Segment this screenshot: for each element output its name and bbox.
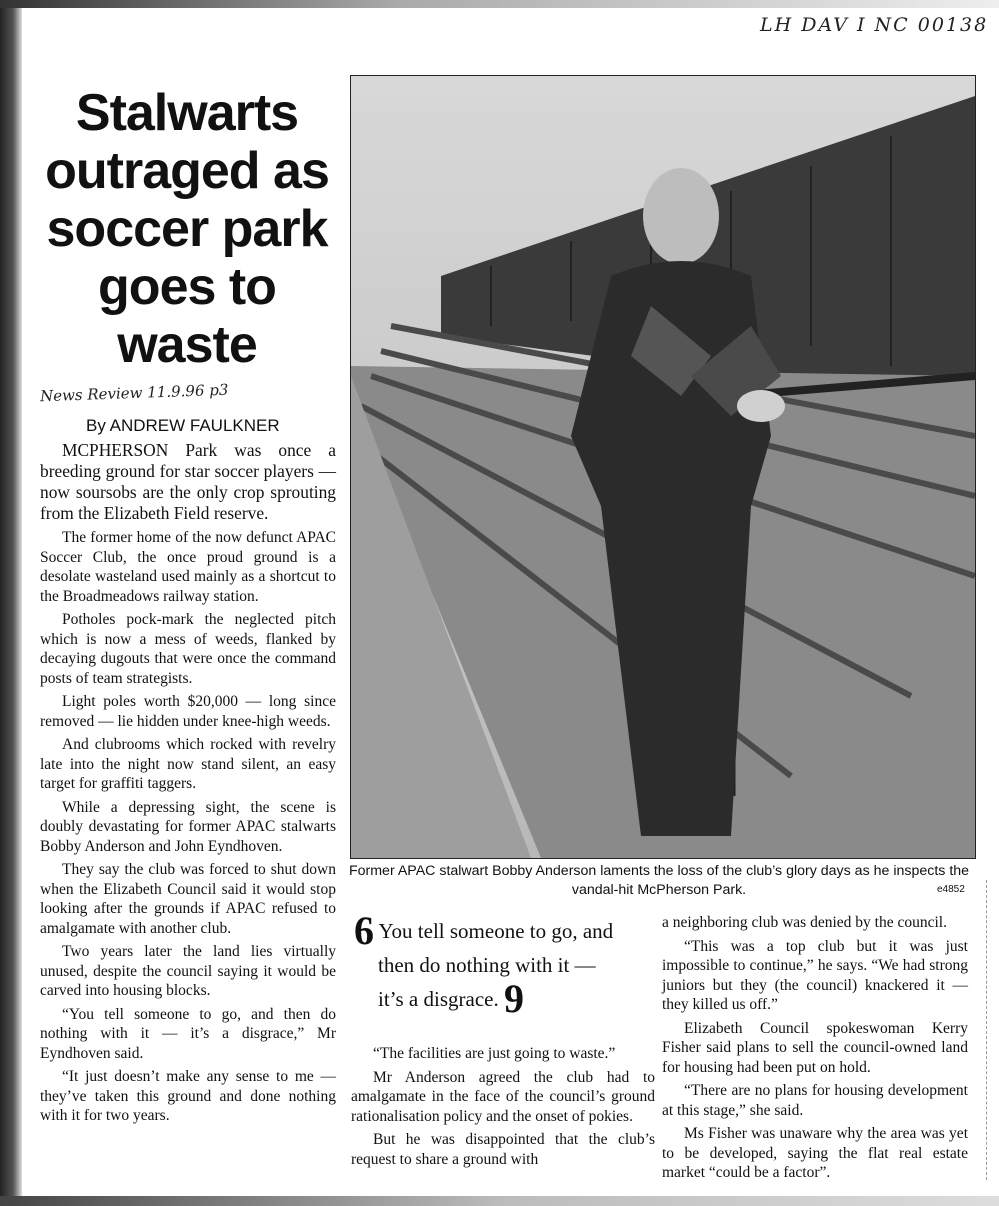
cut-line — [986, 880, 987, 1180]
paragraph: Potholes pock-mark the neglected pitch which is now a mess of weeds, flanked by decaying dugouts that were once the command posts of team strategists. — [40, 611, 336, 687]
pull-quote-line: You tell someone to go, and — [378, 919, 614, 943]
paragraph: a neighboring club was denied by the council. — [662, 914, 947, 931]
pull-quote-line: then do nothing with it — — [378, 953, 596, 977]
pull-quote — [354, 908, 656, 1021]
paragraph: “This was a top club but it was just impossible to continue,” he says. “We had strong juniors but they (the council) knackered it — they killed us off.” — [662, 937, 968, 1013]
archive-reference-handwritten: LH DAV I NC 00138 — [760, 14, 989, 36]
scan-edge-bottom — [0, 1196, 999, 1206]
photo-illustration — [351, 76, 975, 858]
paragraph: While a depressing sight, the scene is doubly devastating for former APAC stalwarts Bobby Anderson and John Eyndhoven. — [40, 798, 336, 855]
paragraph: MCPHERSON Park was once a breeding ground for star soccer players — now soursobs are the only crop sprouting from the Elizabeth Field reserve. — [40, 440, 336, 523]
photo-code: e4852 — [937, 884, 965, 895]
paragraph: The former home of the now defunct APAC Soccer Club, the once proud ground is a desolate wasteland used mainly as a shortcut to the Broadmeadows railway station. — [40, 529, 336, 605]
article-column-1 — [40, 440, 336, 1130]
paragraph: “The facilities are just going to waste.” — [373, 1045, 616, 1062]
paragraph: “It just doesn’t make any sense to me — they’ve taken this ground and done nothing with it for two years. — [40, 1068, 336, 1124]
article-column-2 — [351, 1044, 655, 1173]
paragraph: “There are no plans for housing development at this stage,” she said. — [662, 1082, 968, 1119]
paragraph: They say the club was forced to shut down when the Elizabeth Council said it would stop looking after the grounds if APAC refused to amalgamate with another club. — [40, 861, 336, 937]
close-quote-mark: 9 — [503, 976, 524, 1021]
headline: Stalwarts outraged as soccer park goes to waste — [45, 84, 329, 374]
open-quote-mark: 6 — [354, 908, 374, 953]
paragraph: Ms Fisher was unaware why the area was yet to be developed, saying the flat real estate market “could be a factor”. — [662, 1125, 968, 1181]
paragraph: Elizabeth Council spokeswoman Kerry Fisher said plans to sell the council-owned land for housing had been put on hold. — [662, 1019, 968, 1076]
paragraph: But he was disappointed that the club’s request to share a ground with — [351, 1131, 655, 1168]
paragraph: “You tell someone to go, and then do nothing with it — it’s a disgrace,” Mr Eyndhoven said. — [40, 1005, 336, 1062]
article-column-3 — [662, 913, 968, 1187]
scan-edge-top — [0, 0, 999, 8]
scan-edge-left — [0, 0, 22, 1206]
byline: By ANDREW FAULKNER — [86, 416, 280, 435]
pull-quote-line: it’s a disgrace. — [378, 987, 499, 1011]
paragraph: Light poles worth $20,000 — long since removed — lie hidden under knee-high weeds. — [40, 693, 336, 730]
photo-bobby-anderson-grandstand — [350, 75, 976, 859]
paragraph: Mr Anderson agreed the club had to amalgamate in the face of the council’s ground rationalisation policy and the onset of pokies. — [351, 1068, 655, 1125]
paragraph: And clubrooms which rocked with revelry late into the night now stand silent, an easy target for graffiti taggers. — [40, 736, 336, 792]
photo-caption: Former APAC stalwart Bobby Anderson laments the loss of the club’s glory days as he inspects the vandal-hit McPherson Park. — [348, 863, 970, 898]
paragraph: Two years later the land lies virtually unused, despite the council saying it would be carved into housing blocks. — [40, 943, 336, 999]
source-note-handwritten: News Review 11.9.96 p3 — [39, 380, 229, 406]
